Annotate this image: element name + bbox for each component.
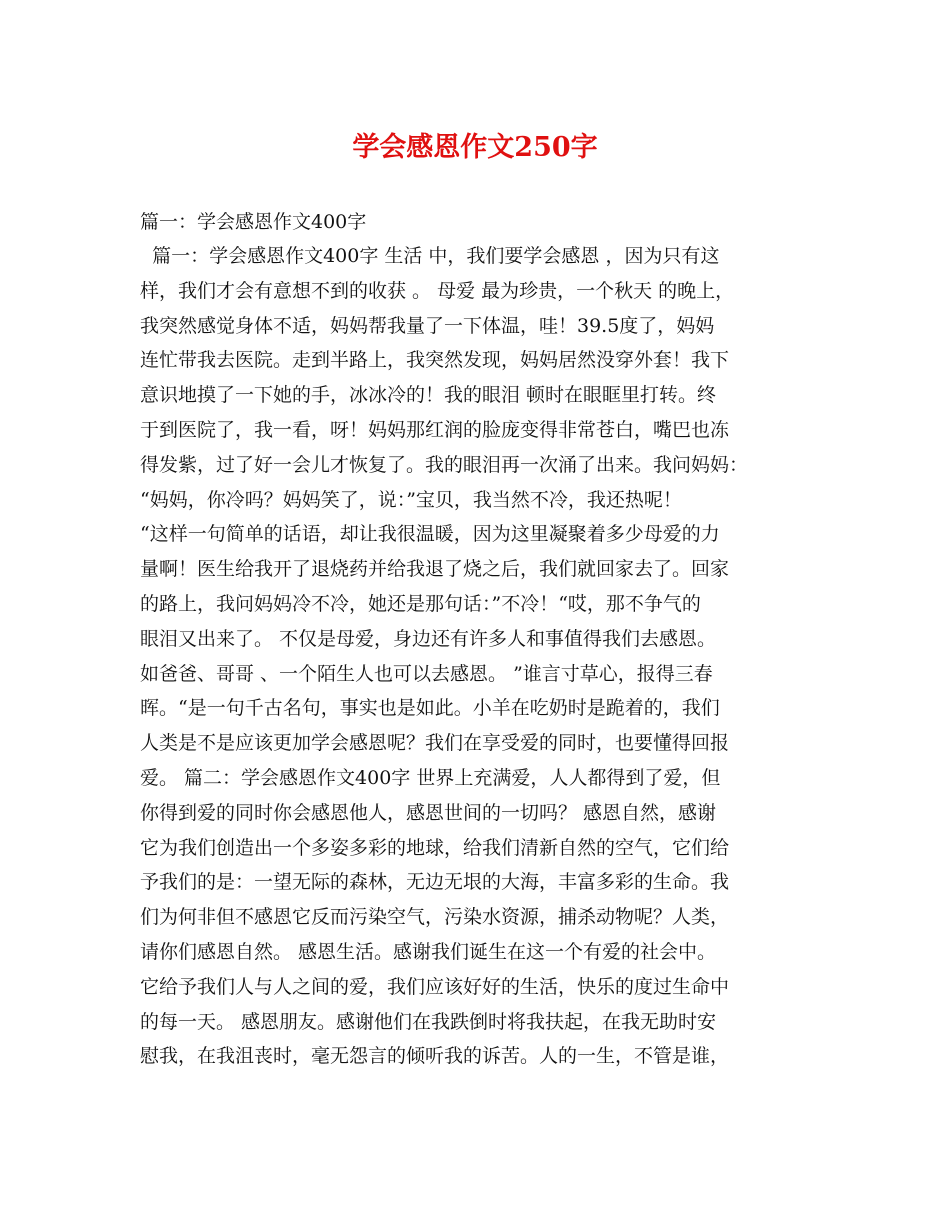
body-line: 眼泪又出来了。 不仅是母爱，身边还有许多人和事值得我们去感恩。 [140,627,717,650]
body-line: 们为何非但不感恩它反而污染空气，污染水资源，捕杀动物呢？人类， [140,906,730,929]
document-title: 学会感恩作文250字 [352,132,598,163]
body-line: 晖。“是一句千古名句，事实也是如此。小羊在吃奶时是跪着的，我们 [140,697,720,720]
body-line: 的路上，我问妈妈冷不冷，她还是那句话：”不冷！“哎，那不争气的 [140,592,701,615]
body-line: 篇一：学会感恩作文400字 生活 中，我们要学会感恩 ，因为只有这 [140,245,720,267]
body-line: 慰我，在我沮丧时，毫无怨言的倾听我的诉苦。人的一生，不管是谁， [140,1045,730,1068]
body-line: 我突然感觉身体不适，妈妈帮我量了一下体温，哇！39.5度了，妈妈 [140,314,715,337]
body-line: 人类是不是应该更加学会感恩呢？我们在享受爱的同时，也要懂得回报 [140,732,730,755]
body-line: 量啊！医生给我开了退烧药并给我退了烧之后，我们就回家去了。回家 [140,558,730,581]
body-line: 样，我们才会有意想不到的收获 。 母爱 最为珍贵，一个秋天 的晚上， [140,279,735,302]
body-line: 于到医院了，我一看，呀！妈妈那红润的脸庞变得非常苍白，嘴巴也冻 [140,418,730,441]
body-line: 如爸爸、哥哥 、一个陌生人也可以去感恩。 ”谁言寸草心，报得三春 [140,662,713,685]
body-line: 予我们的是：一望无际的森林，无边无垠的大海，丰富多彩的生命。我 [140,871,730,894]
body-line: 请你们感恩自然。 感恩生活。感谢我们诞生在这一个有爱的社会中。 [140,940,717,963]
body-line: “妈妈，你冷吗？妈妈笑了，说：”宝贝，我当然不冷，我还热呢！ [140,488,682,511]
body-line: “这样一句简单的话语，却让我很温暖，因为这里凝聚着多少母爱的力 [140,523,720,546]
section-subheading: 篇一：学会感恩作文400字 [140,211,367,233]
body-line: 它为我们创造出一个多姿多彩的地球，给我们清新自然的空气，它们给 [140,836,730,859]
body-line: 它给予我们人与人之间的爱，我们应该好好的生活，快乐的度过生命中 [140,975,730,998]
body-line: 意识地摸了一下她的手，冰冰冷的！我的眼泪 顿时在眼眶里打转。终 [140,384,717,407]
body-line: 的每一天。 感恩朋友。感谢他们在我跌倒时将我扶起，在我无助时安 [140,1010,717,1033]
body-line: 你得到爱的同时你会感恩他人，感恩世间的一切吗？ 感恩自然，感谢 [140,801,717,824]
body-text [140,239,830,1074]
body-line: 得发紫，过了好一会儿才恢复了。我的眼泪再一次涌了出来。我问妈妈： [140,453,749,476]
body-line: 爱。 篇二：学会感恩作文400字 世界上充满爱，人人都得到了爱，但 [140,766,721,789]
body-line: 连忙带我去医院。走到半路上，我突然发现，妈妈居然没穿外套！我下 [140,349,730,372]
